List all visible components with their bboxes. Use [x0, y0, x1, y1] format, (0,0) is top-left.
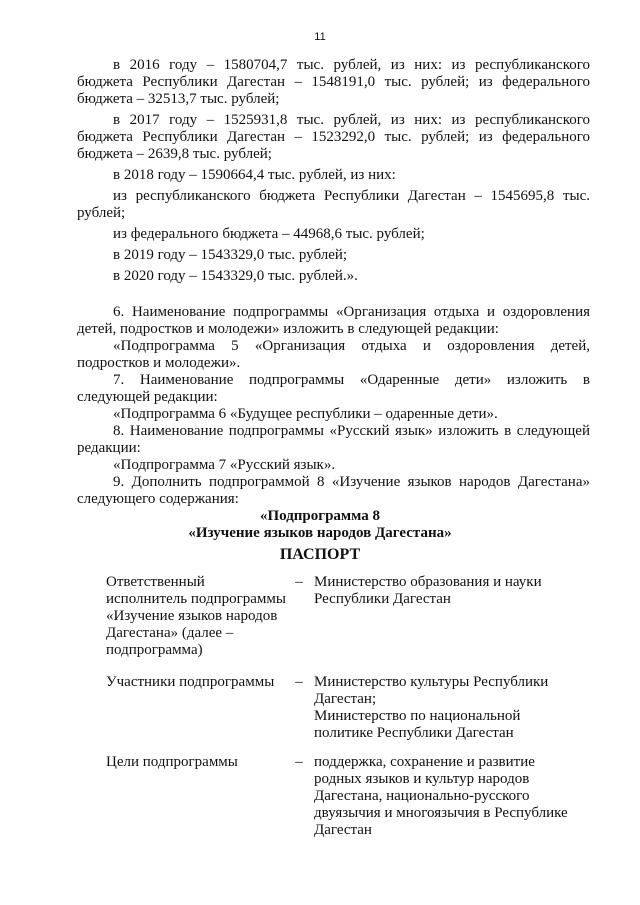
- document-body: [77, 57, 590, 508]
- passport-label: Цели подпрограммы: [106, 754, 238, 770]
- paragraph-item-9: 9. Дополнить подпрограммой 8 «Изучение языков народов Дагестана» следующего содержания:: [77, 474, 590, 507]
- passport-label: Ответственный исполнитель подпрограммы «Изучение языков народов Дагестана» (далее – подпрограмма): [106, 574, 286, 658]
- paragraph-subprogram-7: «Подпрограмма 7 «Русский язык».: [113, 457, 336, 473]
- paragraph-2017: в 2017 году – 1525931,8 тыс. рублей, из них: из республиканского бюджета Республики Дагестан – 1523292,0 тыс. рублей; из федерального бюджета – 2639,8 тыс. рублей;: [77, 112, 590, 162]
- paragraph-subprogram-6: «Подпрограмма 6 «Будущее республики – одаренные дети».: [113, 406, 498, 422]
- subprogram-heading: [0, 508, 640, 563]
- paragraph-item-8: 8. Наименование подпрограммы «Русский язык» изложить в следующей редакции:: [77, 423, 590, 456]
- paragraph-item-6: 6. Наименование подпрограммы «Организация отдыха и оздоровления детей, подростков и молодежи» изложить в следующей редакции:: [77, 304, 590, 337]
- paragraph-2020: в 2020 году – 1543329,0 тыс. рублей.».: [113, 268, 358, 284]
- passport-value: Министерство образования и науки Республики Дагестан: [314, 574, 542, 607]
- paragraph-republican-budget: из республиканского бюджета Республики Дагестан – 1545695,8 тыс. рублей;: [77, 188, 590, 221]
- subprogram-heading-line-1: «Подпрограмма 8: [259, 508, 381, 524]
- paragraph-federal-budget: из федерального бюджета – 44968,6 тыс. рублей;: [113, 226, 425, 242]
- passport-dash: –: [295, 674, 303, 690]
- paragraph-item-7: 7. Наименование подпрограммы «Одаренные дети» изложить в следующей редакции:: [77, 372, 590, 405]
- passport-title: ПАСПОРТ: [279, 546, 361, 563]
- passport-dash: –: [295, 574, 303, 590]
- subprogram-heading-line-2: «Изучение языков народов Дагестана»: [188, 525, 452, 541]
- passport-label: Участники подпрограммы: [106, 674, 275, 690]
- page-number: 11: [314, 31, 326, 43]
- paragraph-subprogram-5: «Подпрограмма 5 «Организация отдыха и оздоровления детей, подростков и молодежи».: [77, 338, 590, 371]
- paragraph-2019: в 2019 году – 1543329,0 тыс. рублей;: [113, 247, 348, 263]
- passport-value: Министерство культуры Республики Дагестан; Министерство по национальной политике Республики Дагестан: [314, 674, 549, 741]
- passport-dash: –: [295, 754, 303, 770]
- paragraph-2018: в 2018 году – 1590664,4 тыс. рублей, из них:: [113, 167, 396, 183]
- paragraph-2016: в 2016 году – 1580704,7 тыс. рублей, из них: из республиканского бюджета Республики Дагестан – 1548191,0 тыс. рублей; из федерального бюджета – 32513,7 тыс. рублей;: [77, 57, 590, 107]
- passport-value: поддержка, сохранение и развитие родных языков и культур народов Дагестана, национально-русского двуязычия и многоязычия в Республике Дагестан: [314, 754, 568, 838]
